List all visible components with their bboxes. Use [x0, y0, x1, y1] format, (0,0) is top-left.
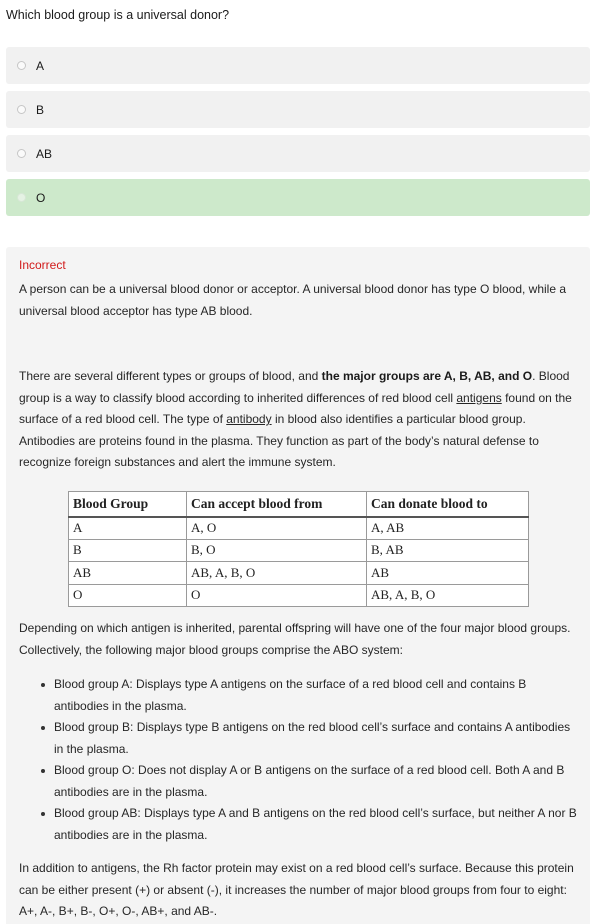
table-cell: O — [69, 584, 187, 607]
table-header: Blood Group — [69, 492, 187, 517]
list-item-text: Blood group B: Displays type B antigens on the red blood cell’s surface and contains A antibodies in the plasma. — [54, 720, 571, 756]
radio-button-icon[interactable] — [17, 61, 26, 70]
text: found on the surface of a red blood cell. The type of — [19, 390, 572, 426]
list-item-text: Blood group O: Does not display A or B antigens on the surface of a red blood cell. Both A and B antibodies are in the plasma. — [54, 763, 565, 799]
blood-group-list — [38, 674, 578, 846]
table-row — [69, 517, 529, 540]
table-row — [69, 584, 529, 607]
option-label: O — [36, 190, 46, 205]
radio-button-icon[interactable] — [17, 193, 26, 202]
table-cell: AB — [367, 562, 529, 585]
explanation-paragraph-2: Depending on which antigen is inherited, parental offspring will have one of the four major blood groups. Collectively, the following major blood groups comprise the ABO system: — [19, 621, 571, 657]
list-item — [38, 717, 578, 760]
explanation-paragraph-3: In addition to antigens, the Rh factor protein may exist on a red blood cell’s surface. Because this protein can be either present (+) or absent (-), it increases the number of major blood groups from four to eight: A+, A-, B+, B-, O+, O-, AB+, and AB-. — [19, 861, 574, 918]
text: in blood also identifies a particular blood group. Antibodies are proteins found in the plasma. They function as part of the body’s natural defense to recognize foreign substances and alert the immune system. — [19, 412, 539, 469]
answer-option-a[interactable] — [6, 47, 590, 84]
list-item — [38, 803, 578, 846]
answer-option-b[interactable] — [6, 91, 590, 128]
bullet-icon — [41, 683, 45, 687]
table-cell: B — [69, 539, 187, 562]
text: There are several different types or groups of blood, and — [19, 369, 322, 383]
radio-button-icon[interactable] — [17, 105, 26, 114]
answer-option-o[interactable] — [6, 179, 590, 216]
option-label: B — [36, 102, 45, 117]
table-row — [69, 562, 529, 585]
table-cell: A, AB — [367, 517, 529, 540]
explanation-intro: A person can be a universal blood donor or acceptor. A universal blood donor has type O blood, while a universal blood acceptor has type AB blood. — [19, 282, 567, 318]
table-cell: AB — [69, 562, 187, 585]
table-cell: AB, A, B, O — [367, 584, 529, 607]
explanation-paragraph-1 — [19, 366, 577, 474]
list-item-text: Blood group A: Displays type A antigens on the surface of a red blood cell and contains B antibodies in the plasma. — [54, 677, 527, 713]
table-cell: A — [69, 517, 187, 540]
answer-option-ab[interactable] — [6, 135, 590, 172]
bullet-icon — [41, 726, 45, 730]
result-status: Incorrect — [19, 258, 66, 272]
option-label: A — [36, 58, 45, 73]
table-cell: AB, A, B, O — [187, 562, 367, 585]
question-text: Which blood group is a universal donor? — [6, 8, 230, 22]
text: . Blood group is a way to classify blood according to inherited differences of red blood cell — [19, 369, 570, 405]
table-cell: O — [187, 584, 367, 607]
option-label: AB — [36, 146, 53, 161]
antibody-link[interactable]: antibody — [226, 412, 272, 426]
table-cell: B, AB — [367, 539, 529, 562]
table-cell: A, O — [187, 517, 367, 540]
radio-button-icon[interactable] — [17, 149, 26, 158]
list-item-text: Blood group AB: Displays type A and B antigens on the red blood cell’s surface, but neither A nor B antibodies are in the plasma. — [54, 806, 577, 842]
antigens-link[interactable]: antigens — [456, 390, 502, 405]
bullet-icon — [41, 812, 45, 816]
table-row — [69, 539, 529, 562]
bold-text: the major groups are A, B, AB, and O — [321, 369, 533, 383]
bullet-icon — [41, 769, 45, 773]
table-header: Can accept blood from — [187, 492, 367, 517]
table-cell: B, O — [187, 539, 367, 562]
blood-group-table — [68, 491, 529, 607]
table-header: Can donate blood to — [367, 492, 529, 517]
list-item — [38, 760, 578, 803]
table-header-row — [69, 492, 529, 517]
list-item — [38, 674, 578, 717]
